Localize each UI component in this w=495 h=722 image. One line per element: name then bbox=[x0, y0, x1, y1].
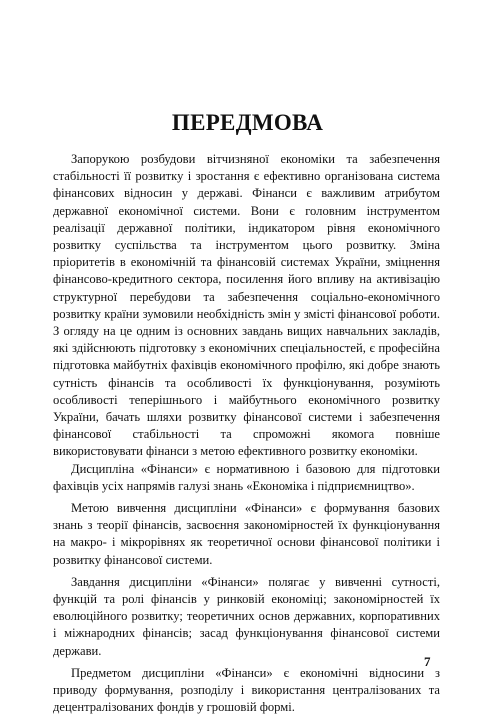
paragraph-goal: Метою вивчення дисципліни «Фінанси» є формування базових знань з теорії фінансів, засвоєння закономірностей їх функціонування на макро- і мікрорівнях як теоретичної основи фінансової політики і розвитку фінансової системи. bbox=[53, 501, 440, 567]
paragraph-tasks: Завдання дисципліни «Фінанси» полягає у вивченні сутності, функцій та ролі фінансів у ринковій економіці; закономірностей їх еволюційного розвитку; теоретичних основ державних, корпоративних і міжнародних фінансів; засад функціонування фінансової системи держави. bbox=[53, 574, 440, 658]
paragraph-subject: Предметом дисципліни «Фінанси» є економічні відносини з приводу формування, розподілу і використання централізованих та децентралізованих фондів у грошовій формі. bbox=[53, 665, 440, 715]
page-number: 7 bbox=[424, 654, 431, 669]
preface-text bbox=[53, 151, 440, 717]
paragraph-intro: Запорукою розбудови вітчизняної економіки та забезпечення стабільності її розвитку і зростання є ефективно організована система фінансових відносин у державі. Фінанси є важливим атрибутом державної економічної системи. Вони є головним інструментом реалізації державної політики, індикатором рівня економічного розвитку суспільства та інструментом цього розвитку. Зміна пріоритетів в економічній та фінансовій системах України, зміцнення фінансово-кредитного сектора, посилення його впливу на активізацію структурної перебудови та забезпечення соціально-економічного розвитку країни зумовили необхідність змін у змісті фінансової роботи. З огляду на це одним із основних завдань вищих навчальних закладів, які здійснюють підготовку з економічних спеціальностей, є професійна підготовка майбутніх фахівців економічного профілю, які добре знають сутність фінансів та особливості їх функціонування, розуміють особливості теперішнього і майбутнього економічного розвитку України, бачать шляхи розвитку фінансової системи і забезпечення фінансової стабільності та спроможні якомога повніше використовувати фінанси з метою ефективного розвитку економіки. bbox=[53, 152, 440, 459]
page-title: ПЕРЕДМОВА bbox=[171, 110, 324, 135]
paragraph-discipline-status: Дисципліна «Фінанси» є нормативною і базовою для підготовки фахівців усіх напрямів галузі знань «Економіка і підприємництво». bbox=[53, 461, 440, 493]
